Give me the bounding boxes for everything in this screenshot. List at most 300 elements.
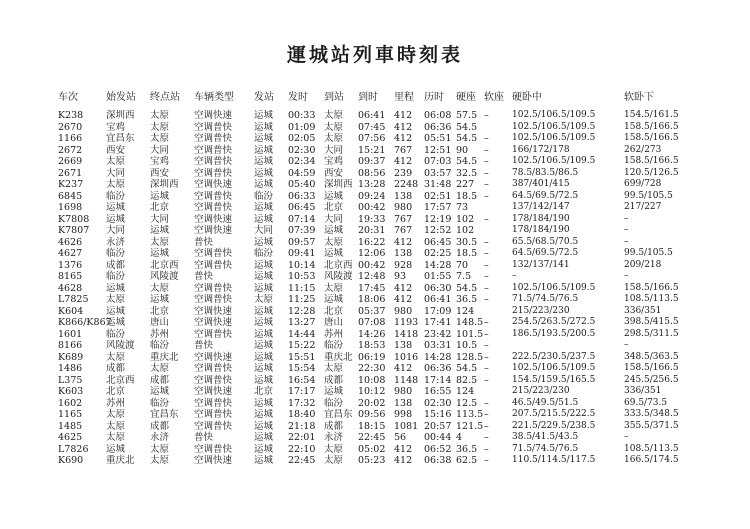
table-cell: 成都 bbox=[150, 374, 170, 386]
table-cell: – bbox=[484, 144, 489, 156]
table-cell: 苏州 bbox=[150, 328, 170, 340]
table-row bbox=[58, 363, 718, 375]
table-cell bbox=[484, 202, 512, 214]
table-cell: 1016 bbox=[394, 351, 419, 363]
table-cell: 普快 bbox=[194, 236, 214, 248]
table-cell: 333.5/348.5 bbox=[624, 409, 679, 419]
table-cell: 06:30 bbox=[424, 282, 452, 294]
table-cell: 412 bbox=[394, 236, 413, 248]
table-cell: 临汾 bbox=[254, 190, 274, 202]
table-cell bbox=[512, 340, 624, 352]
table-cell: 102.5/106.5/109.5 bbox=[512, 133, 596, 143]
table-cell: 太原 bbox=[150, 133, 170, 144]
table-cell: 62.5 bbox=[456, 455, 478, 466]
table-cell: 70 bbox=[456, 259, 469, 271]
table-cell: 运城 bbox=[254, 363, 274, 374]
table-row bbox=[58, 225, 718, 237]
table-cell: 西安 bbox=[324, 167, 344, 179]
table-cell: 102.5/106.5/109.5 bbox=[512, 156, 596, 166]
table-cell: 138 bbox=[394, 340, 413, 351]
table-cell: 运城 bbox=[254, 167, 274, 179]
table-cell: 09:57 bbox=[288, 236, 316, 248]
table-cell: 空调普快 bbox=[194, 156, 233, 167]
table-cell: 唐山 bbox=[324, 317, 344, 328]
table-cell: 767 bbox=[394, 144, 413, 156]
table-cell: 14:26 bbox=[358, 328, 386, 340]
table-cell: 深圳西 bbox=[150, 179, 179, 190]
table-cell: 08:56 bbox=[358, 167, 386, 179]
table-row bbox=[58, 306, 718, 318]
table-cell: 178/184/190 bbox=[512, 213, 570, 224]
table-cell: 运城 bbox=[254, 259, 274, 271]
table-cell: 北京 bbox=[324, 202, 344, 213]
table-cell: 54.5 bbox=[456, 363, 478, 374]
table-cell: 苏州 bbox=[106, 397, 126, 409]
table-cell: 1486 bbox=[58, 363, 83, 374]
table-cell: 6845 bbox=[58, 190, 83, 202]
table-row bbox=[58, 248, 718, 260]
table-cell: 运城 bbox=[324, 225, 344, 236]
table-cell: 重庆北 bbox=[150, 351, 179, 363]
table-cell: 108.5/113.5 bbox=[624, 294, 679, 304]
table-cell: 13:28 bbox=[358, 179, 386, 190]
table-row bbox=[58, 444, 718, 456]
table-cell: 11:15 bbox=[288, 282, 316, 294]
table-cell: 运城 bbox=[254, 156, 274, 167]
table-cell: 06:19 bbox=[358, 351, 386, 363]
table-cell: 178/184/190 bbox=[512, 225, 570, 235]
table-cell: 121.5 bbox=[456, 420, 484, 432]
table-cell: 398.5/415.5 bbox=[624, 317, 679, 327]
table-row bbox=[58, 133, 718, 145]
table-cell: 1165 bbox=[58, 409, 83, 420]
table-cell: 54.5 bbox=[456, 156, 478, 167]
table-cell: 普快 bbox=[194, 271, 214, 282]
table-cell: 412 bbox=[394, 455, 413, 466]
table-cell: 深圳西 bbox=[106, 110, 135, 121]
table-cell: 运城 bbox=[324, 294, 344, 305]
table-cell: 06:45 bbox=[288, 202, 316, 213]
table-cell: 16:55 bbox=[424, 386, 452, 397]
table-cell: 06:36 bbox=[424, 121, 452, 133]
table-cell: 767 bbox=[394, 225, 413, 236]
table-cell: 空调快速 bbox=[194, 179, 233, 190]
table-cell: – bbox=[484, 432, 489, 443]
table-cell: 大同 bbox=[150, 144, 170, 156]
table-cell: 空调普快 bbox=[194, 202, 233, 213]
column-header: 发站 bbox=[254, 92, 274, 103]
table-cell: 00:42 bbox=[358, 202, 386, 213]
table-cell: 风陵渡 bbox=[324, 271, 353, 282]
table-cell: – bbox=[484, 133, 489, 144]
table-cell: 128.5 bbox=[456, 351, 484, 363]
table-cell: 永济 bbox=[324, 432, 344, 443]
table-cell: 138 bbox=[394, 248, 413, 259]
table-cell: 158.5/166.5 bbox=[624, 156, 679, 166]
table-cell: 运城 bbox=[324, 386, 344, 397]
table-cell: 空调普快 bbox=[194, 363, 233, 374]
table-cell: – bbox=[484, 351, 489, 363]
table-cell: 空调快速 bbox=[194, 317, 233, 328]
table-cell: 07:08 bbox=[358, 317, 386, 328]
table-cell: – bbox=[484, 363, 489, 374]
table-cell: – bbox=[624, 225, 629, 235]
column-header: 到站 bbox=[324, 92, 344, 103]
table-cell: 90 bbox=[456, 144, 469, 156]
table-cell: 10:53 bbox=[288, 271, 316, 282]
table-cell: 17:09 bbox=[424, 305, 452, 317]
column-header: 软卧下 bbox=[624, 92, 654, 103]
table-cell: – bbox=[484, 328, 489, 340]
table-cell: 36.5 bbox=[456, 294, 478, 305]
table-row bbox=[58, 237, 718, 249]
table-cell: 215/223/230 bbox=[512, 386, 570, 396]
table-row bbox=[58, 317, 718, 329]
table-cell: 10:14 bbox=[288, 259, 316, 271]
table-cell: 1698 bbox=[58, 202, 83, 213]
table-cell: 336/351 bbox=[624, 305, 662, 316]
table-cell: 124 bbox=[456, 305, 475, 317]
table-row bbox=[58, 110, 718, 122]
table-cell: 102 bbox=[456, 213, 475, 225]
table-cell: – bbox=[624, 340, 629, 350]
table-cell: 空调普快 bbox=[194, 374, 233, 386]
table-cell: 宜昌东 bbox=[106, 133, 135, 144]
table-cell: 18:40 bbox=[288, 409, 316, 420]
table-cell: 11:25 bbox=[288, 294, 316, 305]
table-row bbox=[58, 122, 718, 134]
table-cell: 64.5/69.5/72.5 bbox=[512, 248, 579, 258]
table-row bbox=[58, 375, 718, 387]
table-cell: 07:39 bbox=[288, 225, 316, 236]
table-cell: 387/401/415 bbox=[512, 179, 570, 189]
table-cell: 93 bbox=[394, 271, 407, 282]
table-cell: 262/273 bbox=[624, 144, 662, 155]
table-cell: 大同 bbox=[324, 144, 344, 156]
table-cell: 17:57 bbox=[424, 202, 452, 213]
table-cell: – bbox=[484, 271, 489, 282]
table-cell: 运城 bbox=[254, 110, 274, 121]
table-cell: 空调快速 bbox=[194, 386, 233, 397]
timetable-body bbox=[58, 110, 718, 467]
table-cell: 运城 bbox=[254, 282, 274, 294]
table-cell: 209/218 bbox=[624, 259, 662, 270]
table-cell: 05:51 bbox=[424, 133, 452, 144]
column-header: 车次 bbox=[58, 92, 78, 103]
column-header: 软座 bbox=[484, 92, 504, 103]
table-cell: 空调快速 bbox=[194, 110, 233, 121]
table-cell: – bbox=[484, 248, 489, 259]
table-cell: 17:14 bbox=[424, 374, 452, 386]
table-cell: 空调普快 bbox=[194, 294, 233, 305]
table-cell: 太原 bbox=[106, 420, 126, 432]
table-cell: 1148 bbox=[394, 374, 419, 386]
table-cell: 20:31 bbox=[358, 225, 386, 236]
table-cell: 15:21 bbox=[358, 144, 386, 156]
table-cell: 永济 bbox=[150, 432, 170, 443]
table-cell: 12:52 bbox=[424, 225, 452, 236]
table-cell: 20:02 bbox=[358, 397, 386, 409]
table-cell: 102.5/106.5/109.5 bbox=[512, 282, 596, 293]
table-cell: 1601 bbox=[58, 328, 83, 340]
table-cell: 18:06 bbox=[358, 294, 386, 305]
table-cell: 太原 bbox=[324, 363, 344, 374]
table-cell: 102.5/106.5/109.5 bbox=[512, 110, 596, 120]
table-cell: – bbox=[484, 110, 489, 121]
table-cell: – bbox=[484, 317, 489, 328]
table-cell: 12:19 bbox=[424, 213, 452, 225]
table-cell: 06:52 bbox=[424, 443, 452, 455]
table-cell: – bbox=[484, 409, 489, 420]
table-cell: 412 bbox=[394, 443, 413, 455]
table-cell: 102.5/106.5/109.5 bbox=[512, 363, 596, 373]
table-cell: 06:41 bbox=[424, 294, 452, 305]
table-cell: 10.5 bbox=[456, 340, 478, 351]
table-cell: 10:08 bbox=[358, 374, 386, 386]
table-cell: 运城 bbox=[254, 271, 274, 282]
table-cell: 82.5 bbox=[456, 374, 478, 386]
table-cell: 运城 bbox=[254, 420, 274, 432]
table-cell: 运城 bbox=[106, 305, 126, 317]
table-cell: 06:38 bbox=[424, 455, 452, 466]
table-cell: 成都 bbox=[150, 420, 170, 432]
table-cell: 227 bbox=[456, 179, 475, 190]
table-cell: K604 bbox=[58, 305, 84, 317]
table-cell: 太原 bbox=[150, 455, 170, 466]
table-row bbox=[58, 398, 718, 410]
table-cell: 56 bbox=[394, 432, 407, 443]
table-cell: 12.5 bbox=[456, 397, 478, 409]
table-cell: 102.5/106.5/109.5 bbox=[512, 121, 596, 132]
table-cell: 运城 bbox=[254, 179, 274, 190]
table-cell: – bbox=[484, 167, 489, 179]
table-cell: 132/137/141 bbox=[512, 259, 570, 270]
table-cell: 1418 bbox=[394, 328, 419, 340]
table-cell: 宝鸡 bbox=[324, 156, 344, 167]
table-cell: 太原 bbox=[150, 110, 170, 121]
table-cell: 1166 bbox=[58, 133, 83, 144]
table-cell: 苏州 bbox=[324, 328, 344, 340]
table-cell: 运城 bbox=[254, 328, 274, 340]
table-cell bbox=[484, 306, 512, 318]
table-cell: 宝鸡 bbox=[106, 121, 126, 133]
table-row bbox=[58, 340, 718, 352]
table-cell: 空调快速 bbox=[194, 455, 233, 466]
table-row bbox=[58, 283, 718, 295]
table-cell: 1081 bbox=[394, 420, 419, 432]
table-cell: 运城 bbox=[106, 202, 126, 213]
table-cell: – bbox=[484, 156, 489, 167]
table-row bbox=[58, 386, 718, 398]
table-cell: 54.5 bbox=[456, 121, 478, 133]
table-cell bbox=[484, 122, 512, 134]
table-cell: 运城 bbox=[254, 317, 274, 328]
table-cell: 运城 bbox=[254, 340, 274, 351]
table-cell: 46.5/49.5/51.5 bbox=[512, 397, 579, 408]
table-cell: 148.5 bbox=[456, 317, 484, 328]
table-cell: 运城 bbox=[254, 432, 274, 443]
table-cell: – bbox=[484, 340, 489, 351]
table-cell: 17:41 bbox=[424, 317, 452, 328]
table-cell: 221.5/229.5/238.5 bbox=[512, 420, 596, 431]
table-cell: 186.5/193.5/200.5 bbox=[512, 328, 596, 339]
table-cell: K237 bbox=[58, 179, 84, 190]
table-cell: 临汾 bbox=[254, 248, 274, 259]
table-cell: 运城 bbox=[150, 386, 170, 397]
table-cell: 运城 bbox=[324, 248, 344, 259]
table-cell: 空调普快 bbox=[194, 282, 233, 294]
table-cell: 临汾 bbox=[106, 190, 126, 202]
table-cell: 大同 bbox=[254, 225, 274, 236]
table-cell: 太原 bbox=[324, 443, 344, 455]
table-cell: 412 bbox=[394, 282, 413, 294]
table-cell: 1193 bbox=[394, 317, 419, 328]
table-cell: 01:09 bbox=[288, 121, 316, 133]
table-cell: 138 bbox=[394, 397, 413, 409]
table-cell: 2672 bbox=[58, 144, 83, 156]
table-cell: – bbox=[484, 397, 489, 409]
table-cell: 太原 bbox=[106, 179, 126, 190]
table-cell: 02:25 bbox=[424, 248, 452, 259]
table-cell: 18:15 bbox=[358, 420, 386, 432]
table-cell: 14:28 bbox=[424, 351, 452, 363]
table-cell: 北京 bbox=[150, 202, 170, 213]
table-cell: 54.5 bbox=[456, 282, 478, 294]
table-cell: 北京 bbox=[324, 305, 344, 317]
table-cell: 空调普快 bbox=[194, 397, 233, 409]
table-cell: 空调快速 bbox=[194, 305, 233, 317]
table-cell: – bbox=[484, 294, 489, 305]
table-cell: 太原 bbox=[324, 455, 344, 466]
table-cell: 12:51 bbox=[424, 144, 452, 156]
table-row bbox=[58, 294, 718, 306]
table-cell: 运城 bbox=[254, 121, 274, 133]
table-cell: 412 bbox=[394, 110, 413, 121]
table-cell: 太原 bbox=[106, 409, 126, 420]
table-row bbox=[58, 214, 718, 226]
table-row bbox=[58, 432, 718, 444]
table-cell: 运城 bbox=[254, 397, 274, 409]
table-cell: 207.5/215.5/222.5 bbox=[512, 409, 596, 419]
table-cell: 09:37 bbox=[358, 156, 386, 167]
table-cell: 运城 bbox=[254, 455, 274, 466]
table-cell: 158.5/166.5 bbox=[624, 133, 679, 143]
table-cell: 07:45 bbox=[358, 121, 386, 133]
table-cell: 14:44 bbox=[288, 328, 316, 340]
table-cell: 64.5/69.5/72.5 bbox=[512, 190, 579, 201]
table-cell: 空调普快 bbox=[194, 190, 233, 202]
table-cell: 宜昌东 bbox=[150, 409, 179, 420]
table-row bbox=[58, 156, 718, 168]
table-cell: 02:51 bbox=[424, 190, 452, 202]
column-header: 到时 bbox=[358, 92, 378, 103]
table-cell: 成都 bbox=[106, 363, 126, 374]
table-cell: 重庆北 bbox=[106, 455, 135, 466]
table-cell: 运城 bbox=[106, 213, 126, 225]
table-row bbox=[58, 352, 718, 364]
table-cell: 02:30 bbox=[288, 144, 316, 156]
table-cell: 运城 bbox=[254, 133, 274, 144]
table-cell: 太原 bbox=[324, 110, 344, 121]
table-cell: 22:45 bbox=[288, 455, 316, 466]
table-cell: 18:53 bbox=[358, 340, 386, 351]
table-cell: 风陵渡 bbox=[150, 271, 179, 282]
table-cell: 18.5 bbox=[456, 248, 478, 259]
table-cell: 太原 bbox=[324, 282, 344, 294]
table-cell: 普快 bbox=[194, 432, 214, 443]
table-cell: 05:37 bbox=[358, 305, 386, 317]
table-cell: 355.5/371.5 bbox=[624, 420, 679, 431]
table-row bbox=[58, 455, 718, 467]
table-cell: 38.5/41.5/43.5 bbox=[512, 432, 579, 442]
table-cell: 大同 bbox=[106, 225, 126, 236]
table-cell bbox=[484, 386, 512, 398]
table-cell: 01:55 bbox=[424, 271, 452, 282]
table-cell: 北京 bbox=[150, 305, 170, 317]
table-cell: K7807 bbox=[58, 225, 90, 236]
table-cell: 2669 bbox=[58, 156, 83, 167]
table-cell: 深圳西 bbox=[324, 179, 353, 190]
table-cell: 222.5/230.5/237.5 bbox=[512, 351, 596, 362]
table-cell: 54.5 bbox=[456, 133, 478, 144]
table-cell: 980 bbox=[394, 305, 413, 317]
table-cell: 普快 bbox=[194, 340, 214, 351]
table-cell: – bbox=[484, 455, 489, 466]
table-cell: K7808 bbox=[58, 213, 90, 225]
table-row bbox=[58, 202, 718, 214]
table-cell: 12:48 bbox=[358, 271, 386, 282]
table-cell: 临汾 bbox=[150, 397, 170, 409]
column-header: 车辆类型 bbox=[194, 92, 234, 103]
table-cell: 03:31 bbox=[424, 340, 452, 351]
table-cell: 16:54 bbox=[288, 374, 316, 386]
table-row bbox=[58, 421, 718, 433]
table-cell: – bbox=[624, 236, 629, 247]
table-cell: 运城 bbox=[254, 236, 274, 248]
table-cell: 永济 bbox=[106, 236, 126, 248]
table-cell bbox=[484, 225, 512, 237]
table-cell: 15:16 bbox=[424, 409, 452, 420]
table-cell: – bbox=[484, 213, 489, 225]
table-cell: 运城 bbox=[150, 225, 170, 236]
table-cell: 北京 bbox=[106, 386, 126, 397]
table-cell: 7.5 bbox=[456, 271, 472, 282]
table-cell: 06:36 bbox=[424, 363, 452, 374]
table-cell: 32.5 bbox=[456, 167, 478, 179]
table-cell: 09:41 bbox=[288, 248, 316, 259]
table-cell: 太原 bbox=[324, 236, 344, 248]
table-cell: 运城 bbox=[254, 351, 274, 363]
table-cell: 22:01 bbox=[288, 432, 316, 443]
table-cell: 临汾 bbox=[150, 340, 170, 351]
table-cell: 12:06 bbox=[358, 248, 386, 259]
table-cell: 215/223/230 bbox=[512, 305, 570, 316]
table-cell: 临汾 bbox=[324, 397, 344, 409]
table-cell: 临汾 bbox=[106, 328, 126, 340]
table-cell: 8165 bbox=[58, 271, 83, 282]
table-cell: 太原 bbox=[150, 363, 170, 374]
table-cell: 唐山 bbox=[150, 317, 170, 328]
table-cell: K866/K867 bbox=[58, 317, 112, 328]
table-cell: 太原 bbox=[106, 351, 126, 363]
table-cell: 166.5/174.5 bbox=[624, 455, 679, 465]
table-cell: 699/728 bbox=[624, 179, 662, 189]
table-cell: 太原 bbox=[254, 294, 274, 305]
table-cell: 运城 bbox=[254, 213, 274, 225]
table-cell: 71.5/74.5/76.5 bbox=[512, 294, 579, 304]
table-cell: 154.5/159.5/165.5 bbox=[512, 374, 596, 385]
table-cell: 成都 bbox=[106, 259, 126, 271]
